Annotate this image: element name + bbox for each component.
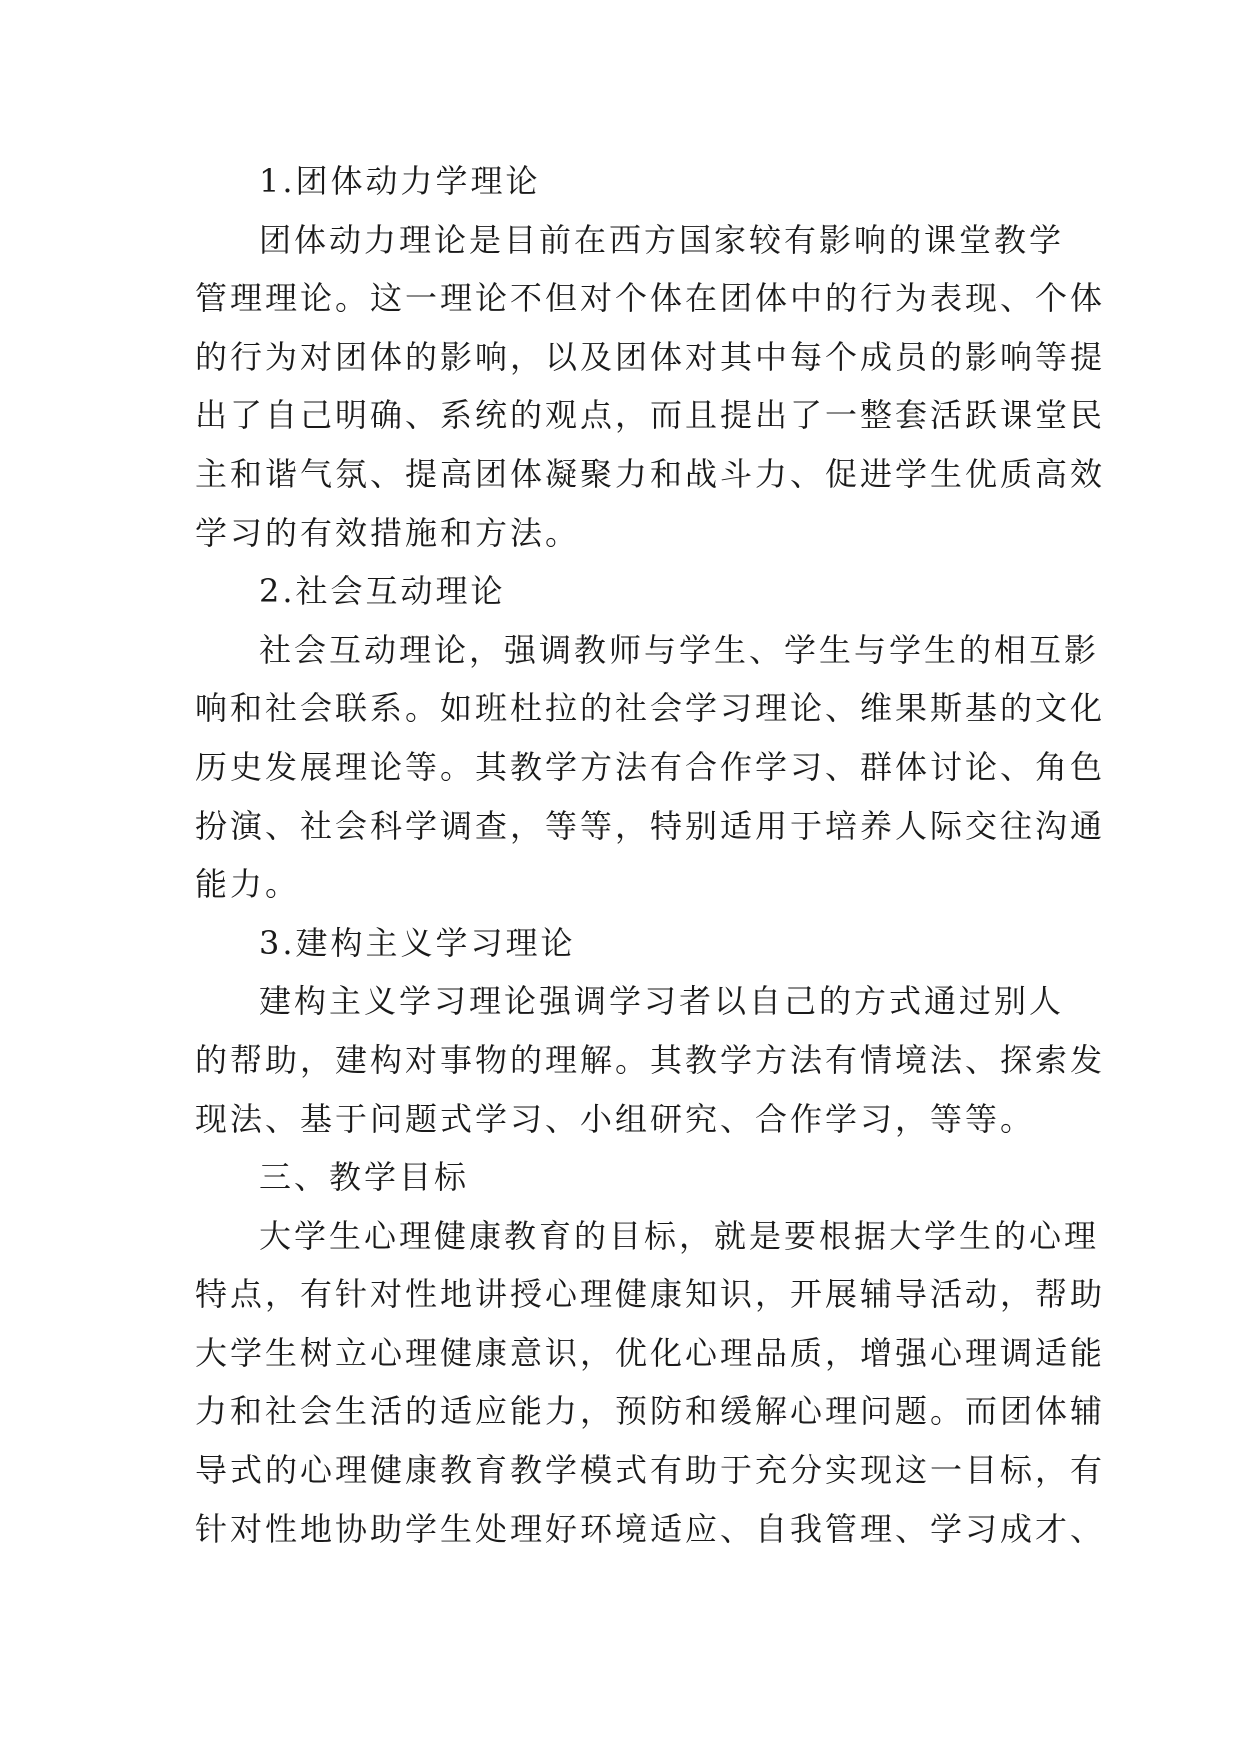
paragraph-line: 特点，有针对性地讲授心理健康知识，开展辅导活动，帮助 [195, 1275, 1106, 1314]
paragraph-line: 主和谐气氛、提高团体凝聚力和战斗力、促进学生优质高效 [195, 454, 1106, 493]
paragraph-line: 学习的有效措施和方法。 [195, 513, 581, 552]
paragraph-line: 响和社会联系。如班杜拉的社会学习理论、维果斯基的文化 [195, 689, 1106, 728]
paragraph-line: 大学生树立心理健康意识，优化心理品质，增强心理调适能 [195, 1333, 1106, 1372]
paragraph-line: 历史发展理论等。其教学方法有合作学习、群体讨论、角色 [195, 747, 1106, 786]
paragraph-line: 扮演、社会科学调查，等等，特别适用于培养人际交往沟通 [195, 806, 1106, 845]
paragraph-line: 团体动力理论是目前在西方国家较有影响的课堂教学 [259, 220, 1065, 259]
paragraph-line: 的行为对团体的影响，以及团体对其中每个成员的影响等提 [195, 337, 1106, 376]
paragraph-line: 社会互动理论，强调教师与学生、学生与学生的相互影 [259, 630, 1100, 669]
paragraph-line: 导式的心理健康教育教学模式有助于充分实现这一目标，有 [195, 1451, 1106, 1490]
paragraph-line: 针对性地协助学生处理好环境适应、自我管理、学习成才、 [195, 1509, 1106, 1548]
paragraph-line: 大学生心理健康教育的目标，就是要根据大学生的心理 [259, 1216, 1100, 1255]
paragraph-line: 建构主义学习理论强调学习者以自己的方式通过别人 [259, 982, 1065, 1021]
paragraph-line: 管理理论。这一理论不但对个体在团体中的行为表现、个体 [195, 279, 1106, 318]
paragraph-line: 出了自己明确、系统的观点，而且提出了一整套活跃课堂民 [195, 396, 1106, 435]
paragraph-line: 能力。 [195, 865, 301, 904]
paragraph-line: 力和社会生活的适应能力，预防和缓解心理问题。而团体辅 [195, 1392, 1106, 1431]
document-body [195, 152, 1106, 1558]
heading-teaching-goals: 三、教学目标 [259, 1158, 470, 1197]
heading-social-interaction: 2.社会互动理论 [259, 572, 506, 611]
paragraph-line: 的帮助，建构对事物的理解。其教学方法有情境法、探索发 [195, 1040, 1106, 1079]
heading-group-dynamics: 1.团体动力学理论 [259, 162, 541, 200]
heading-constructivism: 3.建构主义学习理论 [259, 923, 576, 962]
paragraph-line: 现法、基于问题式学习、小组研究、合作学习，等等。 [195, 1099, 1036, 1138]
